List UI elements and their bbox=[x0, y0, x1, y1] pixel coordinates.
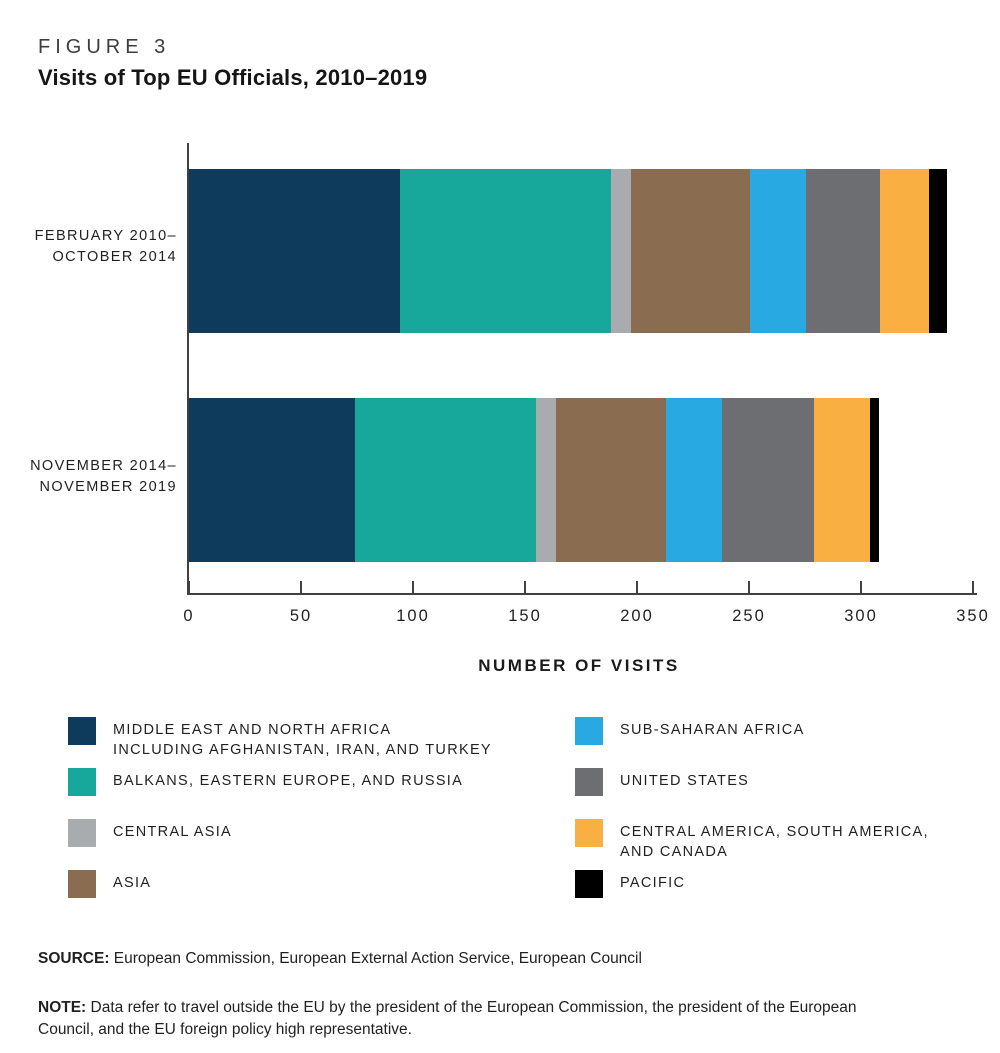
bar-segment bbox=[666, 398, 722, 562]
note-label: NOTE: bbox=[38, 998, 87, 1016]
bar-segment bbox=[355, 398, 536, 562]
x-axis-tick bbox=[188, 581, 190, 593]
chart-plot bbox=[183, 143, 990, 625]
figure-title: Visits of Top EU Officials, 2010–2019 bbox=[38, 65, 428, 90]
bar-segment bbox=[750, 169, 806, 333]
legend-label: CENTRAL ASIA bbox=[113, 824, 233, 840]
source-label: SOURCE: bbox=[38, 949, 110, 967]
bar-segment bbox=[929, 169, 947, 333]
bar-segment bbox=[400, 169, 611, 333]
bar-category-label: NOVEMBER 2014– NOVEMBER 2019 bbox=[30, 458, 177, 495]
x-axis-line bbox=[187, 593, 977, 595]
bar-segment bbox=[536, 398, 556, 562]
legend-swatch bbox=[68, 717, 96, 745]
x-axis-tick-label: 350 bbox=[956, 607, 990, 625]
x-axis-tick bbox=[412, 581, 414, 593]
figure-label: FIGURE 3 bbox=[38, 36, 171, 58]
legend-label: BALKANS, EASTERN EUROPE, AND RUSSIA bbox=[113, 773, 464, 789]
x-axis-tick-label: 150 bbox=[508, 607, 542, 625]
legend-swatch bbox=[575, 717, 603, 745]
bar-segment bbox=[631, 169, 750, 333]
bar-segment bbox=[189, 169, 400, 333]
bar-category-label: FEBRUARY 2010– OCTOBER 2014 bbox=[34, 228, 177, 265]
legend-item bbox=[575, 818, 995, 869]
note-line bbox=[38, 997, 870, 1041]
legend-swatch bbox=[68, 870, 96, 898]
legend-swatch bbox=[68, 768, 96, 796]
x-axis-title: NUMBER OF VISITS bbox=[478, 656, 680, 675]
legend-item bbox=[575, 869, 995, 920]
legend-label: MIDDLE EAST AND NORTH AFRICA INCLUDING AFGHANISTAN, IRAN, AND TURKEY bbox=[113, 722, 492, 758]
legend-swatch bbox=[68, 819, 96, 847]
x-axis-tick-label: 300 bbox=[844, 607, 878, 625]
x-axis-tick bbox=[524, 581, 526, 593]
stacked-bar bbox=[189, 398, 879, 562]
legend-item bbox=[68, 716, 528, 767]
source-text: European Commission, European External Action Service, European Council bbox=[109, 949, 642, 967]
legend-column bbox=[68, 716, 528, 920]
legend-swatch bbox=[575, 768, 603, 796]
note-text: Data refer to travel outside the EU by the president of the European Commission, the president of the European Council, and the EU foreign policy high representative. bbox=[38, 998, 857, 1038]
legend-label: CENTRAL AMERICA, SOUTH AMERICA, AND CANADA bbox=[620, 824, 929, 860]
bar-segment bbox=[611, 169, 631, 333]
x-axis-tick-label: 200 bbox=[620, 607, 654, 625]
x-axis-tick-label: 0 bbox=[183, 607, 195, 625]
legend-item bbox=[68, 818, 528, 869]
x-axis-tick bbox=[636, 581, 638, 593]
x-axis-tick bbox=[300, 581, 302, 593]
legend-column bbox=[575, 716, 995, 920]
bar-segment bbox=[870, 398, 879, 562]
bar-segment bbox=[556, 398, 666, 562]
x-axis-tick bbox=[860, 581, 862, 593]
bar-segment bbox=[722, 398, 814, 562]
legend-item bbox=[575, 767, 995, 818]
legend-label: PACIFIC bbox=[620, 875, 686, 891]
legend-swatch bbox=[575, 870, 603, 898]
legend-label: UNITED STATES bbox=[620, 773, 750, 789]
x-axis-tick-label: 50 bbox=[289, 607, 313, 625]
legend-item bbox=[68, 869, 528, 920]
x-axis-tick-label: 250 bbox=[732, 607, 766, 625]
source-line bbox=[38, 948, 958, 970]
x-axis-tick-label: 100 bbox=[396, 607, 430, 625]
legend-label: SUB-SAHARAN AFRICA bbox=[620, 722, 805, 738]
legend-item bbox=[68, 767, 528, 818]
bar-segment bbox=[880, 169, 929, 333]
legend-label: ASIA bbox=[113, 875, 152, 891]
legend-swatch bbox=[575, 819, 603, 847]
x-axis-tick bbox=[748, 581, 750, 593]
bar-segment bbox=[806, 169, 880, 333]
legend-item bbox=[575, 716, 995, 767]
stacked-bar bbox=[189, 169, 947, 333]
bar-segment bbox=[189, 398, 355, 562]
x-axis-tick bbox=[972, 581, 974, 593]
bar-segment bbox=[814, 398, 870, 562]
